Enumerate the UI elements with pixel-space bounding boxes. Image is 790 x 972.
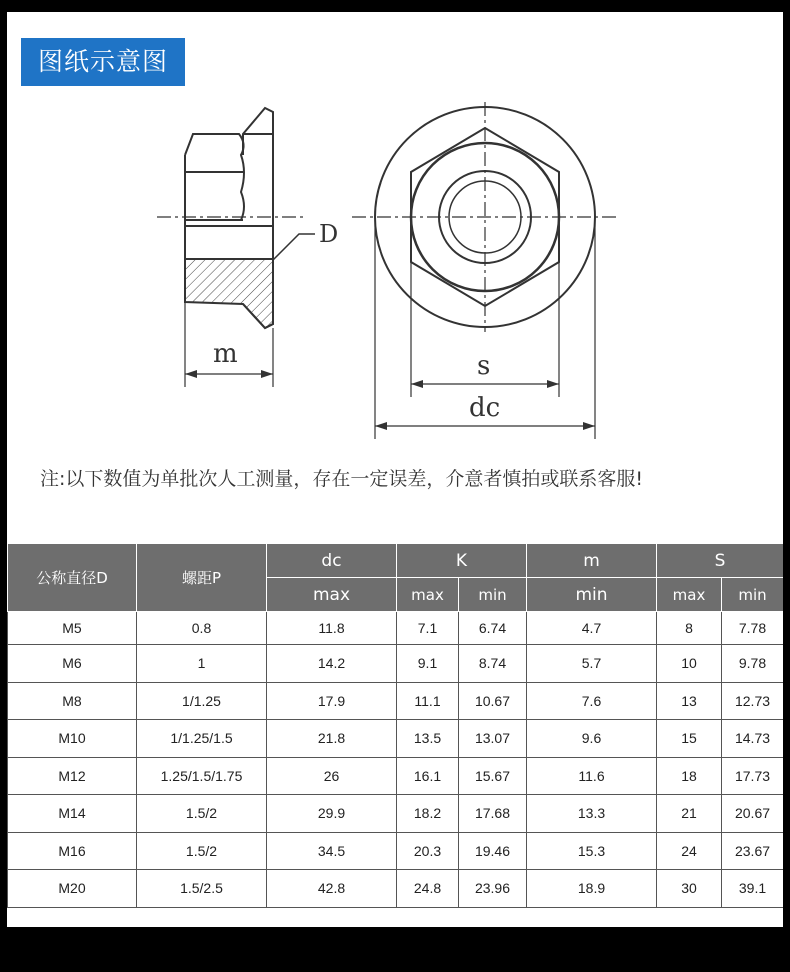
table-row bbox=[8, 832, 784, 870]
header-m: m bbox=[527, 544, 657, 578]
header-s-max: max bbox=[657, 578, 722, 612]
cell-s-min: 23.67 bbox=[722, 832, 784, 870]
cell-k-max: 7.1 bbox=[397, 612, 459, 645]
cell-s-max: 10 bbox=[657, 645, 722, 683]
table-row bbox=[8, 720, 784, 758]
header-k: K bbox=[397, 544, 527, 578]
cell-m-min: 5.7 bbox=[527, 645, 657, 683]
label-s: s bbox=[477, 351, 491, 381]
cell-s-min: 20.67 bbox=[722, 795, 784, 833]
cell-pitch: 1 bbox=[137, 645, 267, 683]
label-m: m bbox=[213, 339, 238, 369]
cell-dc-max: 11.8 bbox=[267, 612, 397, 645]
cell-pitch: 0.8 bbox=[137, 612, 267, 645]
cell-s-max: 30 bbox=[657, 870, 722, 908]
cell-k-min: 13.07 bbox=[459, 720, 527, 758]
cell-pitch: 1.5/2 bbox=[137, 832, 267, 870]
cell-k-min: 23.96 bbox=[459, 870, 527, 908]
cell-s-min: 7.78 bbox=[722, 612, 784, 645]
cell-k-min: 8.74 bbox=[459, 645, 527, 683]
cell-k-max: 16.1 bbox=[397, 757, 459, 795]
table-row bbox=[8, 682, 784, 720]
header-m-min: min bbox=[527, 578, 657, 612]
section-title-badge: 图纸示意图 bbox=[21, 38, 185, 86]
table-row bbox=[8, 795, 784, 833]
cell-m-min: 15.3 bbox=[527, 832, 657, 870]
cell-s-min: 17.73 bbox=[722, 757, 784, 795]
label-d: D bbox=[319, 220, 339, 248]
cell-pitch: 1.5/2 bbox=[137, 795, 267, 833]
header-pitch: 螺距P bbox=[137, 544, 267, 612]
header-s-min: min bbox=[722, 578, 784, 612]
cell-k-max: 11.1 bbox=[397, 682, 459, 720]
cell-m-min: 7.6 bbox=[527, 682, 657, 720]
cell-s-max: 24 bbox=[657, 832, 722, 870]
table-row bbox=[8, 612, 784, 645]
header-dc-max: max bbox=[267, 578, 397, 612]
cell-k-min: 6.74 bbox=[459, 612, 527, 645]
cell-nominal: M16 bbox=[8, 832, 137, 870]
cell-s-min: 9.78 bbox=[722, 645, 784, 683]
cell-nominal: M12 bbox=[8, 757, 137, 795]
cell-k-max: 9.1 bbox=[397, 645, 459, 683]
cell-k-min: 10.67 bbox=[459, 682, 527, 720]
cell-k-max: 18.2 bbox=[397, 795, 459, 833]
cell-k-min: 19.46 bbox=[459, 832, 527, 870]
cell-dc-max: 34.5 bbox=[267, 832, 397, 870]
cell-pitch: 1/1.25 bbox=[137, 682, 267, 720]
cell-k-min: 15.67 bbox=[459, 757, 527, 795]
measurement-note: 注:以下数值为单批次人工测量，存在一定误差，介意者慎拍或联系客服! bbox=[40, 468, 644, 490]
cell-s-min: 14.73 bbox=[722, 720, 784, 758]
cell-dc-max: 26 bbox=[267, 757, 397, 795]
cell-nominal: M20 bbox=[8, 870, 137, 908]
cell-dc-max: 21.8 bbox=[267, 720, 397, 758]
cell-dc-max: 29.9 bbox=[267, 795, 397, 833]
cell-nominal: M10 bbox=[8, 720, 137, 758]
cell-dc-max: 14.2 bbox=[267, 645, 397, 683]
table-row bbox=[8, 757, 784, 795]
cell-m-min: 9.6 bbox=[527, 720, 657, 758]
header-s: S bbox=[657, 544, 784, 578]
cell-m-min: 4.7 bbox=[527, 612, 657, 645]
cell-k-min: 17.68 bbox=[459, 795, 527, 833]
cell-nominal: M6 bbox=[8, 645, 137, 683]
cell-s-max: 18 bbox=[657, 757, 722, 795]
cell-pitch: 1.25/1.5/1.75 bbox=[137, 757, 267, 795]
product-detail-page bbox=[7, 12, 783, 927]
header-nominal-diameter: 公称直径D bbox=[8, 544, 137, 612]
cell-k-max: 13.5 bbox=[397, 720, 459, 758]
cell-nominal: M14 bbox=[8, 795, 137, 833]
cell-s-max: 15 bbox=[657, 720, 722, 758]
cell-m-min: 18.9 bbox=[527, 870, 657, 908]
cell-dc-max: 17.9 bbox=[267, 682, 397, 720]
cell-s-min: 39.1 bbox=[722, 870, 784, 908]
header-k-max: max bbox=[397, 578, 459, 612]
front-view bbox=[352, 102, 617, 439]
cell-s-max: 21 bbox=[657, 795, 722, 833]
spec-table bbox=[7, 543, 783, 908]
cell-k-max: 20.3 bbox=[397, 832, 459, 870]
cell-s-min: 12.73 bbox=[722, 682, 784, 720]
cell-pitch: 1.5/2.5 bbox=[137, 870, 267, 908]
table-row bbox=[8, 645, 784, 683]
cell-nominal: M5 bbox=[8, 612, 137, 645]
header-dc: dc bbox=[267, 544, 397, 578]
header-k-min: min bbox=[459, 578, 527, 612]
table-row bbox=[8, 870, 784, 908]
cell-s-max: 13 bbox=[657, 682, 722, 720]
cell-s-max: 8 bbox=[657, 612, 722, 645]
cell-m-min: 11.6 bbox=[527, 757, 657, 795]
cell-nominal: M8 bbox=[8, 682, 137, 720]
cell-pitch: 1/1.25/1.5 bbox=[137, 720, 267, 758]
flange-nut-drawing bbox=[7, 12, 783, 452]
cell-k-max: 24.8 bbox=[397, 870, 459, 908]
label-dc: dc bbox=[469, 393, 501, 423]
cell-m-min: 13.3 bbox=[527, 795, 657, 833]
cell-dc-max: 42.8 bbox=[267, 870, 397, 908]
